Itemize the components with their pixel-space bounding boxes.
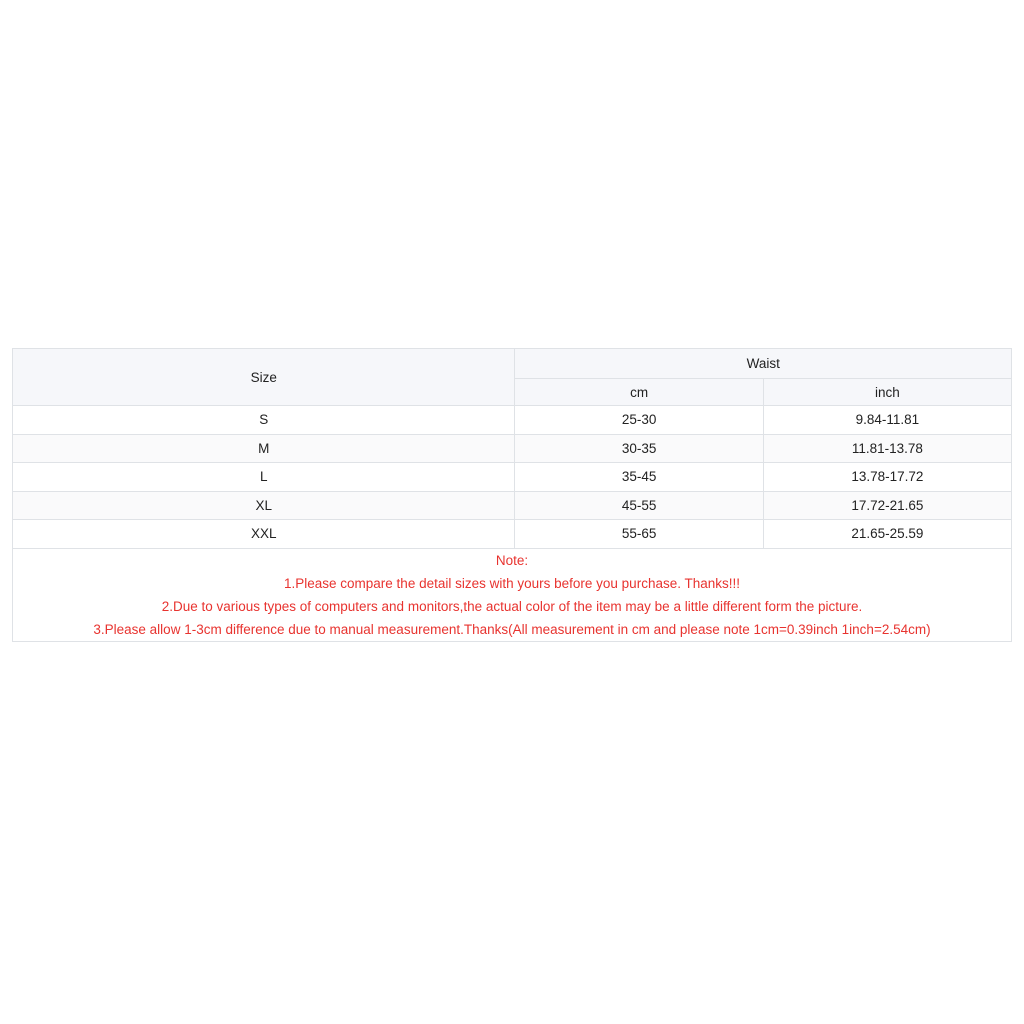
column-header-inch: inch — [763, 379, 1011, 406]
cell-waist-inch: 9.84-11.81 — [763, 406, 1011, 435]
cell-waist-inch: 21.65-25.59 — [763, 520, 1011, 549]
table-body — [13, 406, 1012, 642]
size-chart-table — [12, 348, 1012, 642]
cell-size: M — [13, 434, 515, 463]
cell-waist-inch: 11.81-13.78 — [763, 434, 1011, 463]
cell-waist-cm: 55-65 — [515, 520, 763, 549]
column-header-waist: Waist — [515, 349, 1012, 379]
note-block — [13, 549, 1011, 641]
table-header-row-top — [13, 349, 1012, 379]
table-note-row — [13, 548, 1012, 641]
table-row — [13, 463, 1012, 492]
cell-waist-inch: 13.78-17.72 — [763, 463, 1011, 492]
column-header-size: Size — [13, 349, 515, 406]
table-row — [13, 491, 1012, 520]
cell-size: XXL — [13, 520, 515, 549]
note-title: Note: — [495, 552, 529, 568]
cell-size: L — [13, 463, 515, 492]
note-line-2: 2.Due to various types of computers and monitors,the actual color of the item may be a little different form the picture. — [161, 598, 863, 614]
cell-size: XL — [13, 491, 515, 520]
cell-waist-cm: 35-45 — [515, 463, 763, 492]
cell-size: S — [13, 406, 515, 435]
column-header-cm: cm — [515, 379, 763, 406]
note-line-1: 1.Please compare the detail sizes with yours before you purchase. Thanks!!! — [284, 575, 740, 591]
note-cell — [13, 548, 1012, 641]
size-chart-container — [12, 348, 1012, 642]
table-row — [13, 406, 1012, 435]
table-row — [13, 520, 1012, 549]
table-header — [13, 349, 1012, 406]
cell-waist-cm: 45-55 — [515, 491, 763, 520]
cell-waist-inch: 17.72-21.65 — [763, 491, 1011, 520]
cell-waist-cm: 30-35 — [515, 434, 763, 463]
note-line-3: 3.Please allow 1-3cm difference due to manual measurement.Thanks(All measurement in cm and please note 1cm=0.39inch 1inch=2.54cm) — [93, 621, 931, 637]
table-row — [13, 434, 1012, 463]
cell-waist-cm: 25-30 — [515, 406, 763, 435]
